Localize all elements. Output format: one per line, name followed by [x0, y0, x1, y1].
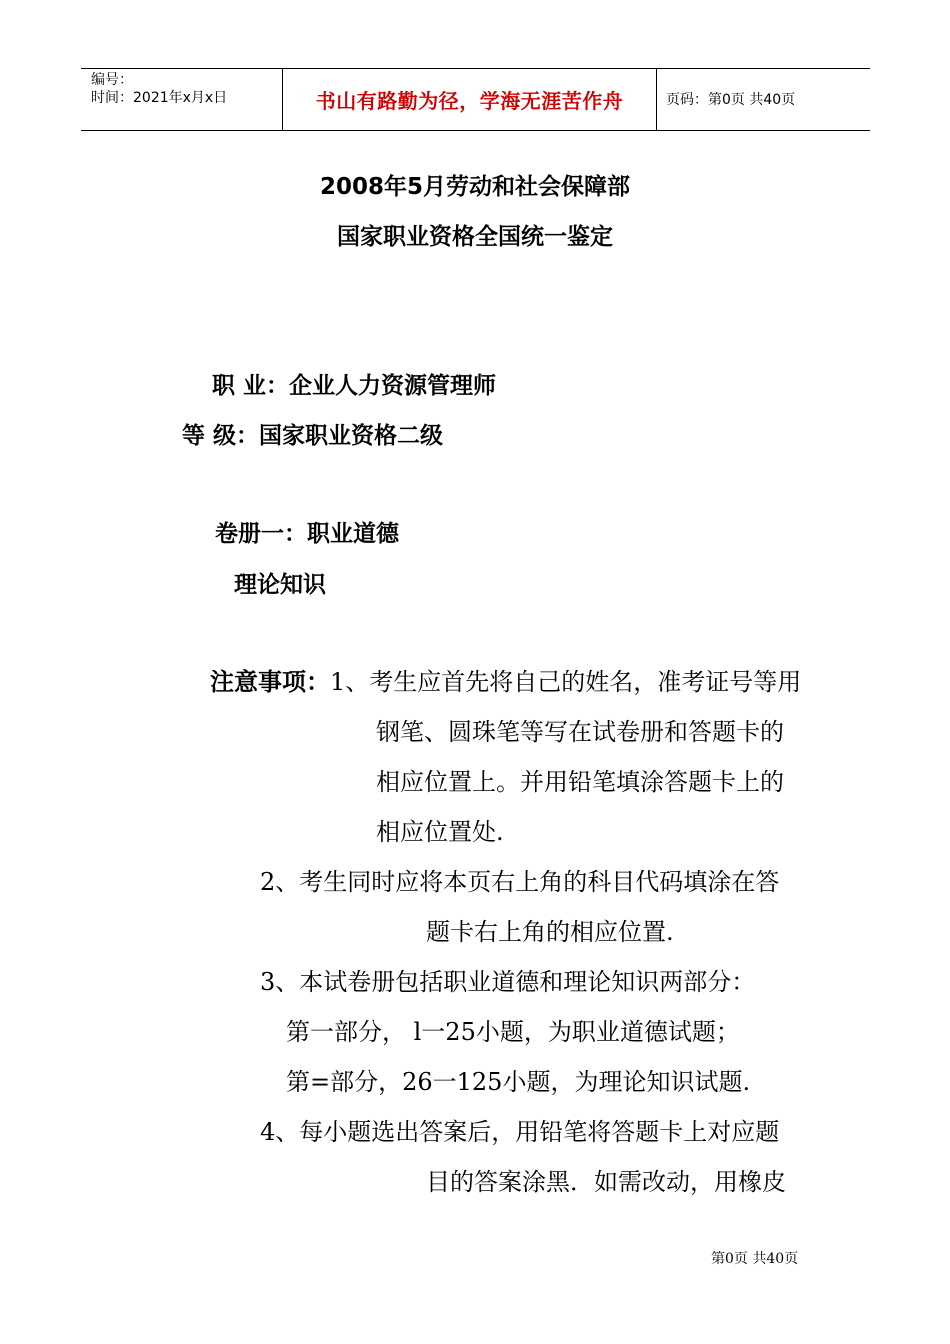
notice-item2-line2: 题卡右上角的相应位置.: [426, 918, 674, 946]
notice-item4-line1: 4、每小题选出答案后，用铅笔将答题卡上对应题: [260, 1118, 780, 1146]
header-page-cell: [656, 69, 880, 130]
time-label: 时间：2021年x月x日: [91, 90, 228, 106]
page-label: 页码：第0页 共40页: [666, 91, 796, 108]
level-line: 等 级：国家职业资格二级: [182, 423, 444, 449]
header-motto-cell: [282, 69, 657, 130]
notice-item1-line1: [210, 662, 801, 697]
title-line-1: 2008年5月劳动和社会保障部: [319, 174, 631, 200]
profession-line: 职 业：企业人力资源管理师: [212, 373, 497, 399]
notice-item3-line2: 第一部分， l一25小题，为职业道德试题；: [286, 1018, 740, 1046]
theory-line: 理论知识: [234, 572, 326, 598]
notice-item1-line4: 相应位置处.: [376, 818, 504, 846]
page-header: [81, 68, 870, 131]
notice-item4-line2: 目的答案涂黑．如需改动，用橡皮: [426, 1168, 786, 1196]
title-line-2: 国家职业资格全国统一鉴定: [337, 224, 613, 250]
header-left-cell: [81, 69, 281, 130]
notice-item3-line1: 3、本试卷册包括职业道德和理论知识两部分：: [260, 968, 756, 996]
page-footer: 第0页 共40页: [711, 1251, 799, 1267]
notice-label: 注意事项：: [210, 668, 330, 696]
notice-item1-line3: 相应位置上。并用铅笔填涂答题卡上的: [376, 768, 784, 796]
motto: 书山有路勤为径，学海无涯苦作舟: [315, 89, 624, 113]
notice-item1-line2: 钢笔、圆珠笔等写在试卷册和答题卡的: [376, 718, 784, 746]
notice-item3-line3: 第=部分，26一125小题，为理论知识试题.: [286, 1068, 751, 1096]
notice-item1-text: 1、考生应首先将自己的姓名，准考证号等用: [330, 668, 802, 696]
number-label: 编号：: [91, 72, 133, 88]
notice-item2-line1: 2、考生同时应将本页右上角的科目代码填涂在答: [260, 868, 780, 896]
volume-line: 卷册一：职业道德: [215, 521, 399, 547]
